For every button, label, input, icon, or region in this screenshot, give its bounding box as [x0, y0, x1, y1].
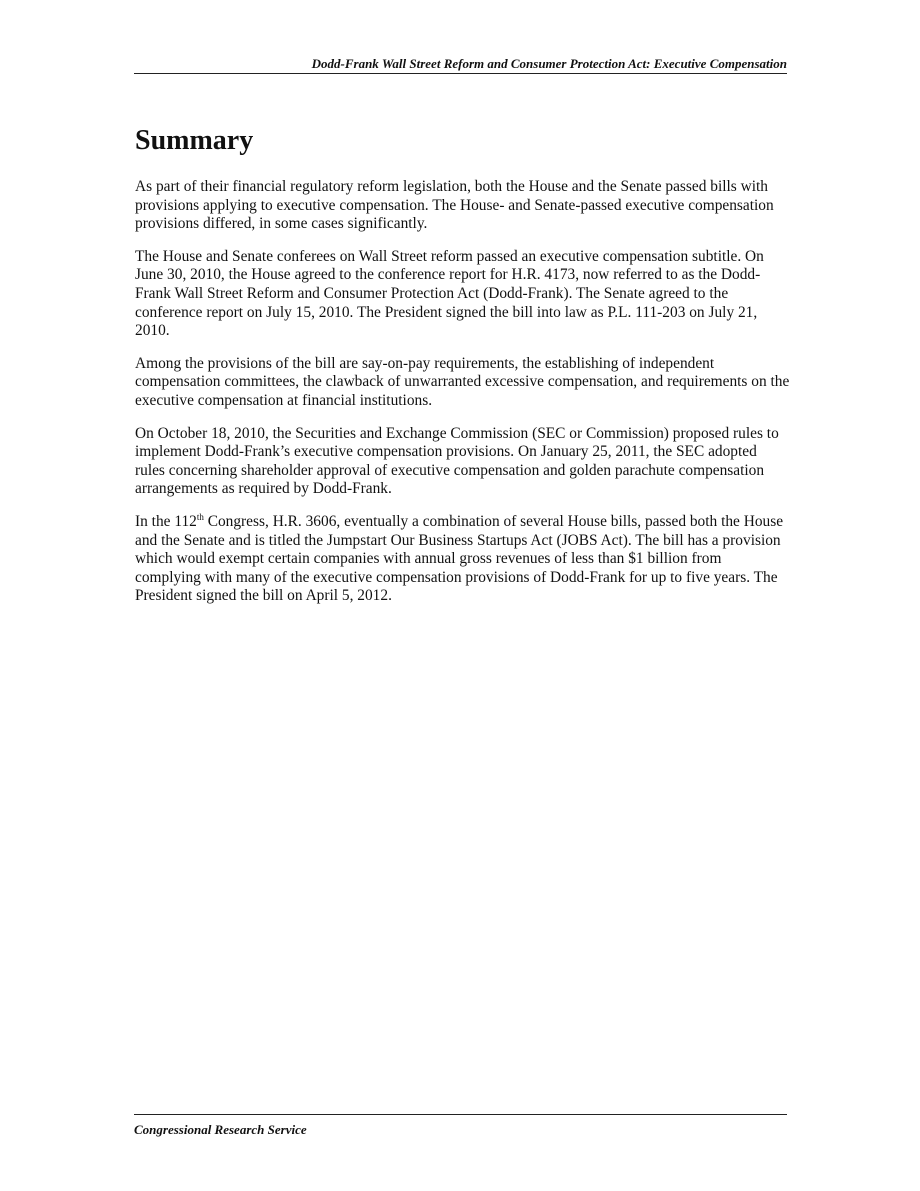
ordinal-superscript: th	[196, 511, 204, 522]
paragraph-3: Among the provisions of the bill are say-on-pay requirements, the establishing of independent compensation committees, the clawback of unwarranted excessive compensation, and requirements on the executive compensation at financial institutions.	[135, 354, 790, 409]
running-footer: Congressional Research Service	[134, 1114, 787, 1138]
summary-body	[135, 178, 790, 620]
paragraph-5-start: In the 112	[135, 512, 197, 530]
paragraph-2: The House and Senate conferees on Wall Street reform passed an executive compensation subtitle. On June 30, 2010, the House agreed to the conference report for H.R. 4173, now referred to as the Dodd-Frank Wall Street Reform and Consumer Protection Act (Dodd-Frank). The Senate agreed to the conference report on July 15, 2010. The President signed the bill into law as P.L. 111-203 on July 21, 2010.	[135, 247, 764, 340]
page-title: Summary	[135, 125, 254, 156]
paragraph-5-rest: Congress, H.R. 3606, eventually a combination of several House bills, passed both the House and the Senate and is titled the Jumpstart Our Business Startups Act (JOBS Act). The bill has a provision which would exempt certain companies with annual gross revenues of less than $1 billion from complying with many of the executive compensation provisions of Dodd-Frank for up to five years. The President signed the bill on April 5, 2012.	[135, 512, 784, 605]
paragraph-1: As part of their financial regulatory reform legislation, both the House and the Senate passed bills with provisions applying to executive compensation. The House- and Senate-passed executive compensation provisions differed, in some cases significantly.	[135, 178, 774, 233]
running-header: Dodd-Frank Wall Street Reform and Consumer Protection Act: Executive Compensation	[134, 56, 787, 74]
paragraph-5	[135, 513, 790, 606]
paragraph-4: On October 18, 2010, the Securities and Exchange Commission (SEC or Commission) proposed rules to implement Dodd-Frank’s executive compensation provisions. On January 25, 2011, the SEC adopted rules concerning shareholder approval of executive compensation and golden parachute compensation arrangements as required by Dodd-Frank.	[135, 424, 779, 498]
